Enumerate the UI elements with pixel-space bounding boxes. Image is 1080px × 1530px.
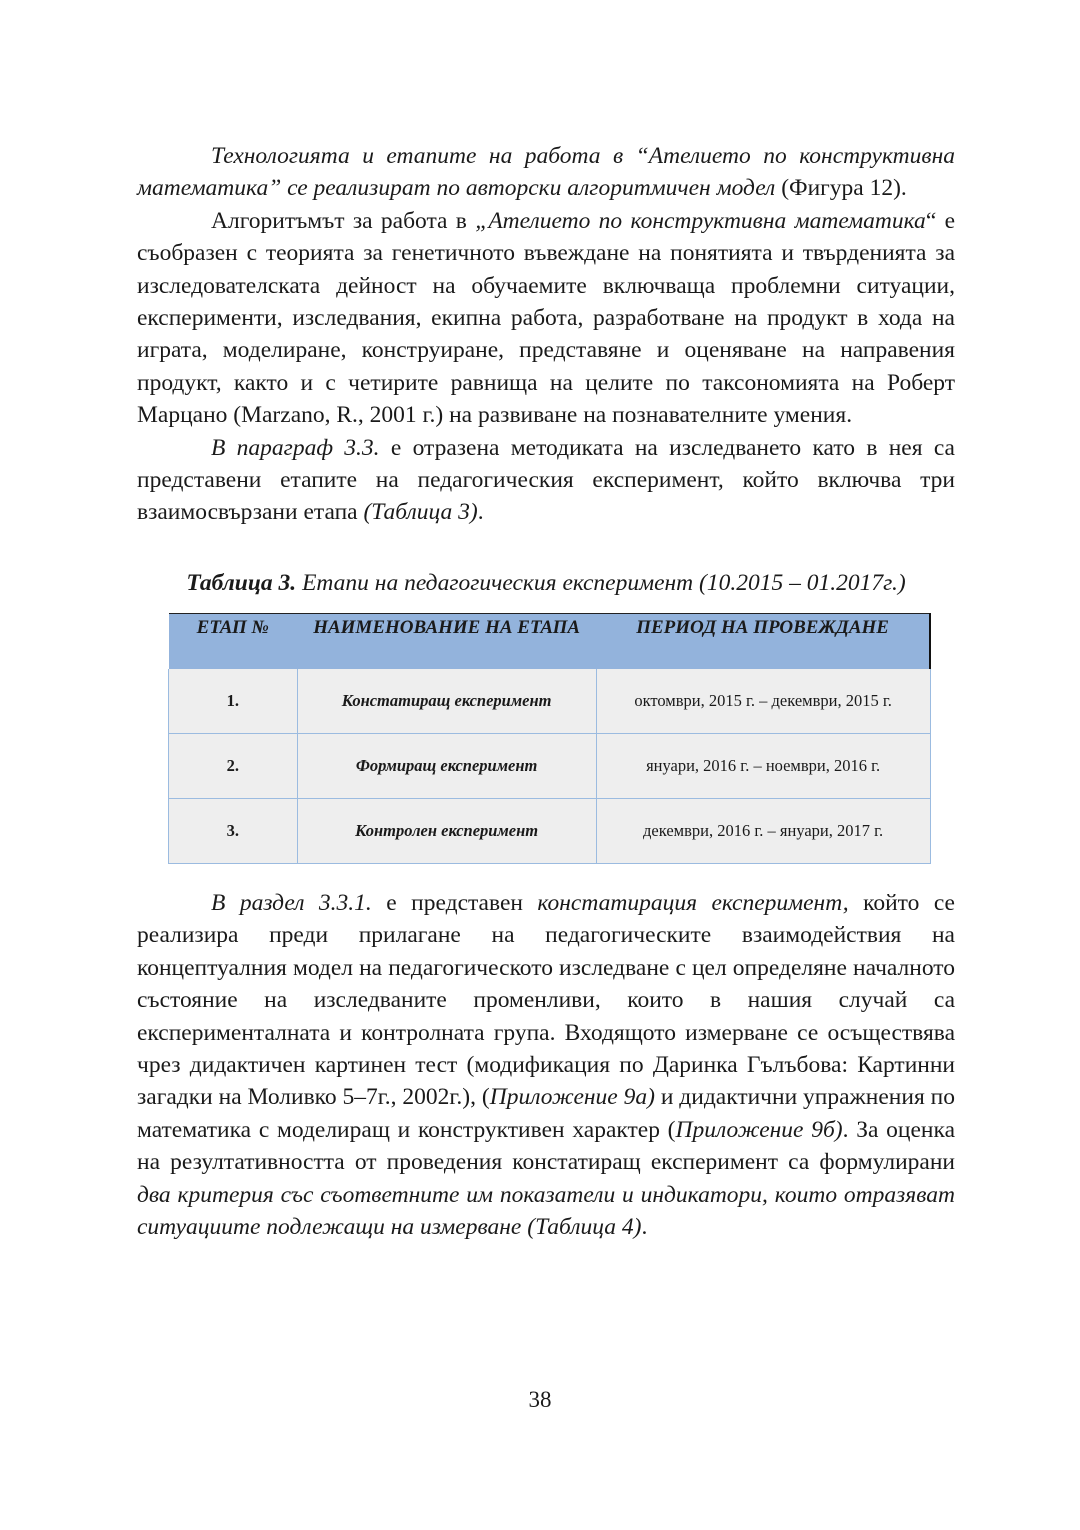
header-stage-name: НАИМЕНОВАНИЕ НА ЕТАПА <box>297 613 596 669</box>
stage-period: декември, 2016 г. – януари, 2017 г. <box>596 798 930 863</box>
stage-number: 3. <box>169 798 298 863</box>
stage-name: Констатиращ експеримент <box>297 669 596 734</box>
paragraph-3: В параграф 3.3. е отразена методиката на изследването като в нея са представени етапите на педагогическия експеримент, който включва три взаимосвързани етапа (Таблица 3). <box>137 434 955 526</box>
table-row <box>169 798 931 863</box>
stage-name: Формиращ експеримент <box>297 733 596 798</box>
header-period: ПЕРИОД НА ПРОВЕЖДАНЕ <box>596 613 930 669</box>
stage-period: януари, 2016 г. – ноември, 2016 г. <box>596 733 930 798</box>
header-stage-number: ЕТАП № <box>169 613 298 669</box>
stage-number: 2. <box>169 733 298 798</box>
paragraph-1: Технологията и етапите на работа в “Ателието по конструктивна математика” се реализират по авторски алгоритмичен модел (Фигура 12). <box>137 143 955 202</box>
paragraph-4: В раздел 3.3.1. е представен констатирация експеримент, който се реализира преди прилагане на педагогическите взаимодействия на концептуалния модел на педагогическото изследване с цел определяне началното състояние на изследваните променливи, които в нашия случай са експерименталната и контролната група. Входящото измерване се осъществява чрез дидактичен картинен тест (модификация по Даринка Гълъбова: Картинни загадки на Моливко 5–7г., 2002г.), (Приложение 9а) и дидактични упражнения по математика с моделиращ и конструктивен характер (Приложение 9б). За оценка на резултативността от проведения констатиращ експеримент са формулирани два критерия със съответните им показатели и индикатори, които отразяват ситуациите подлежащи на измерване (Таблица 4). <box>137 889 955 1240</box>
table-row <box>169 733 931 798</box>
table-header-row <box>169 613 931 669</box>
stage-period: октомври, 2015 г. – декември, 2015 г. <box>596 669 930 734</box>
page-content <box>137 140 955 1243</box>
page-number: 38 <box>528 1387 552 1412</box>
stage-number: 1. <box>169 669 298 734</box>
stage-name: Контролен експеримент <box>297 798 596 863</box>
paragraph-2: Алгоритъмът за работа в „Ателието по конструктивна математика“ е съобразен с теорията за генетичното въвеждане на понятията и твърденията за изследователската дейност на обучаемите включваща проблемни ситуации, експерименти, изследвания, екипна работа, разработване на продукт в хода на играта, моделиране, конструиране, представяне и оценяване на направения продукт, както и с четирите равнища на целите по таксономията на Роберт Марцано (Marzano, R., 2001 г.) на развиване на познавателните умения. <box>137 207 956 429</box>
table-row <box>169 669 931 734</box>
table-caption: Таблица 3. Етапи на педагогическия експеримент (10.2015 – 01.2017г.) <box>186 569 906 596</box>
stages-table <box>168 613 931 864</box>
